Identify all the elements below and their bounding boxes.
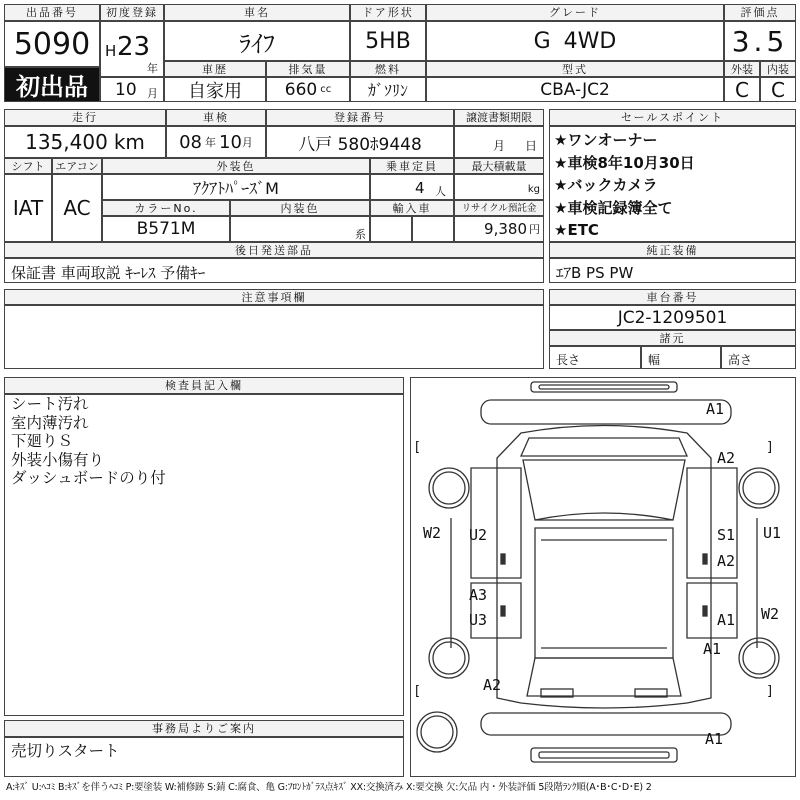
name-label: 車名: [164, 4, 350, 21]
reg-month-unit: 月: [147, 87, 158, 100]
int-label: 内装: [760, 61, 796, 77]
ac-label: エアコン: [52, 158, 102, 174]
dim-length: [549, 346, 641, 369]
history-label: 車歴: [164, 61, 266, 77]
intcolor-label: 内装色: [230, 200, 370, 216]
dim-height: [721, 346, 796, 369]
reg-year-unit: 年: [147, 62, 158, 75]
transfer-month: 月: [493, 139, 506, 153]
damage-diagram: [410, 377, 796, 777]
disp-unit: cc: [320, 84, 332, 95]
damage-mark: A1: [706, 400, 725, 418]
grade: G 4WD: [426, 21, 724, 61]
damage-mark: U3: [469, 611, 488, 629]
inspector-line: 室内薄汚れ: [11, 413, 89, 432]
legend: A:ｷｽﾞ U:ﾍｺﾐ B:ｷｽﾞを伴うﾍｺﾐ P:要塗装 W:補修跡 S:錆 C:腐食、亀 G:ﾌﾛﾝﾄｶﾞﾗｽ点ｷｽﾞ XX:交換済み X:要交換 欠:欠品 内・外装評価 5段階ﾗﾝｸ順(A･B･C･D･E) 2: [6, 782, 652, 793]
bracket-right-lower: ]: [767, 684, 773, 699]
reg-month-value: 10: [115, 80, 137, 100]
lot-number: 5090: [4, 21, 100, 67]
score: 3.5: [724, 21, 796, 61]
inspect-year-unit: 年: [205, 136, 216, 149]
chassis-label: 車台番号: [549, 289, 796, 305]
inspector-line: 下廻りＳ: [11, 432, 74, 450]
notes-area: [4, 305, 544, 369]
int-grade: C: [760, 77, 796, 102]
grade-label: グレード: [426, 4, 724, 21]
max-load: [454, 174, 544, 200]
damage-mark: A2: [717, 552, 736, 570]
parts-label: 後日発送部品: [4, 242, 544, 258]
reg-year: [100, 21, 164, 77]
intcolor-unit: 系: [355, 228, 366, 241]
lot-label: 出品番号: [4, 4, 100, 21]
bracket-left-upper: [: [415, 440, 421, 455]
displacement: [266, 77, 350, 102]
damage-mark: A1: [705, 730, 724, 748]
dim-width: [641, 346, 721, 369]
capacity: [370, 174, 454, 200]
load-unit: kg: [527, 184, 540, 195]
mileage-label: 走行: [4, 109, 166, 126]
first-listing-badge: 初出品: [4, 67, 100, 102]
inspect-label: 車検: [166, 109, 266, 126]
reg-year-value: 23: [117, 32, 151, 62]
ext-grade: C: [724, 77, 760, 102]
recycle-label: リサイクル預託金: [454, 200, 544, 216]
recycle-value: 9,380: [484, 220, 527, 238]
inspector-label: 検査員記入欄: [4, 377, 404, 394]
import-b: [412, 216, 454, 242]
inspector-line: 外装小傷有り: [11, 450, 105, 469]
bracket-right-upper: ]: [767, 440, 773, 455]
transfer-day: 日: [525, 139, 538, 153]
sales-point: ★ワンオーナー: [554, 131, 658, 149]
dims-label: 諸元: [549, 330, 796, 346]
dim-height-label: 高さ: [728, 353, 753, 367]
damage-mark: U2: [469, 526, 488, 544]
load-label: 最大積載量: [454, 158, 544, 174]
damage-mark: U1: [763, 524, 782, 542]
ac: AC: [52, 174, 102, 242]
bracket-left-lower: [: [415, 684, 421, 699]
color-label: 外装色: [102, 158, 370, 174]
sales-point: ★ETC: [554, 221, 599, 239]
inspect-month: 10: [219, 131, 242, 153]
reg-era: H: [105, 42, 117, 60]
damage-mark: A3: [469, 586, 488, 604]
damage-mark: W2: [423, 524, 442, 542]
import-label: 輸入車: [370, 200, 454, 216]
notes-label: 注意事項欄: [4, 289, 544, 305]
inspector-notes: [4, 394, 404, 716]
plate: 八戸 580ﾎ9448: [266, 126, 454, 158]
dim-width-label: 幅: [648, 353, 661, 367]
equip-value: ｴｱB PS PW: [549, 258, 796, 283]
damage-mark: A1: [717, 611, 736, 629]
office-label: 事務局よりご案内: [4, 720, 404, 737]
plate-label: 登録番号: [266, 109, 454, 126]
colorno-label: カラーNo.: [102, 200, 230, 216]
recycle: [454, 216, 544, 242]
inspector-line: シート汚れ: [11, 395, 89, 413]
mileage-value: 135,400: [25, 130, 108, 154]
transfer-label: 譲渡書類期限: [454, 109, 544, 126]
car-name: ﾗｲﾌ: [164, 21, 350, 61]
transfer: [454, 126, 544, 158]
reg-month: [100, 77, 164, 102]
disp-label: 排気量: [266, 61, 350, 77]
damage-mark: A1: [703, 640, 722, 658]
fuel-label: 燃料: [350, 61, 426, 77]
int-color: [230, 216, 370, 242]
inspect: [166, 126, 266, 158]
disp-value: 660: [284, 79, 318, 100]
shift-label: シフト: [4, 158, 52, 174]
mileage: [4, 126, 166, 158]
parts-value: 保証書 車両取説 ｷｰﾚｽ 予備ｷｰ: [4, 258, 544, 283]
sales-point: ★車検記録簿全て: [554, 198, 673, 217]
damage-mark: A2: [483, 676, 502, 694]
door-label: ドア形状: [350, 4, 426, 21]
score-label: 評価点: [724, 4, 796, 21]
model-label: 型式: [426, 61, 724, 77]
cap-label: 乗車定員: [370, 158, 454, 174]
sales-point: ★バックカメラ: [554, 176, 658, 194]
door-type: 5HB: [350, 21, 426, 61]
car-outline-drawing: [411, 378, 796, 777]
sales-points: [549, 126, 796, 242]
ext-label: 外装: [724, 61, 760, 77]
chassis-number: JC2-1209501: [549, 305, 796, 330]
damage-mark: W2: [761, 605, 780, 623]
inspect-month-unit: 月: [241, 136, 253, 149]
damage-mark: A2: [717, 449, 736, 467]
damage-mark: S1: [717, 526, 736, 544]
inspector-line: ダッシュボードのり付: [11, 469, 166, 487]
dim-length-label: 長さ: [556, 353, 581, 367]
recycle-unit: 円: [529, 223, 540, 236]
inspect-year: 08: [179, 131, 202, 153]
sales-label: セールスポイント: [549, 109, 796, 126]
cap-value: 4: [415, 179, 425, 197]
sales-point: ★車検8年10月30日: [554, 153, 695, 172]
history: 自家用: [164, 77, 266, 102]
ext-color: ｱｸｱﾄﾊﾟｰｽﾞM: [102, 174, 370, 200]
fuel: ｶﾞｿﾘﾝ: [350, 77, 426, 102]
model-code: CBA-JC2: [426, 77, 724, 102]
office-note: 売切りスタート: [4, 737, 404, 777]
color-number: B571M: [102, 216, 230, 242]
equip-label: 純正装備: [549, 242, 796, 258]
mileage-unit: km: [113, 130, 145, 154]
reg-label: 初度登録: [100, 4, 164, 21]
cap-unit: 人: [435, 185, 446, 198]
shift: IAT: [4, 174, 52, 242]
import-a: [370, 216, 412, 242]
